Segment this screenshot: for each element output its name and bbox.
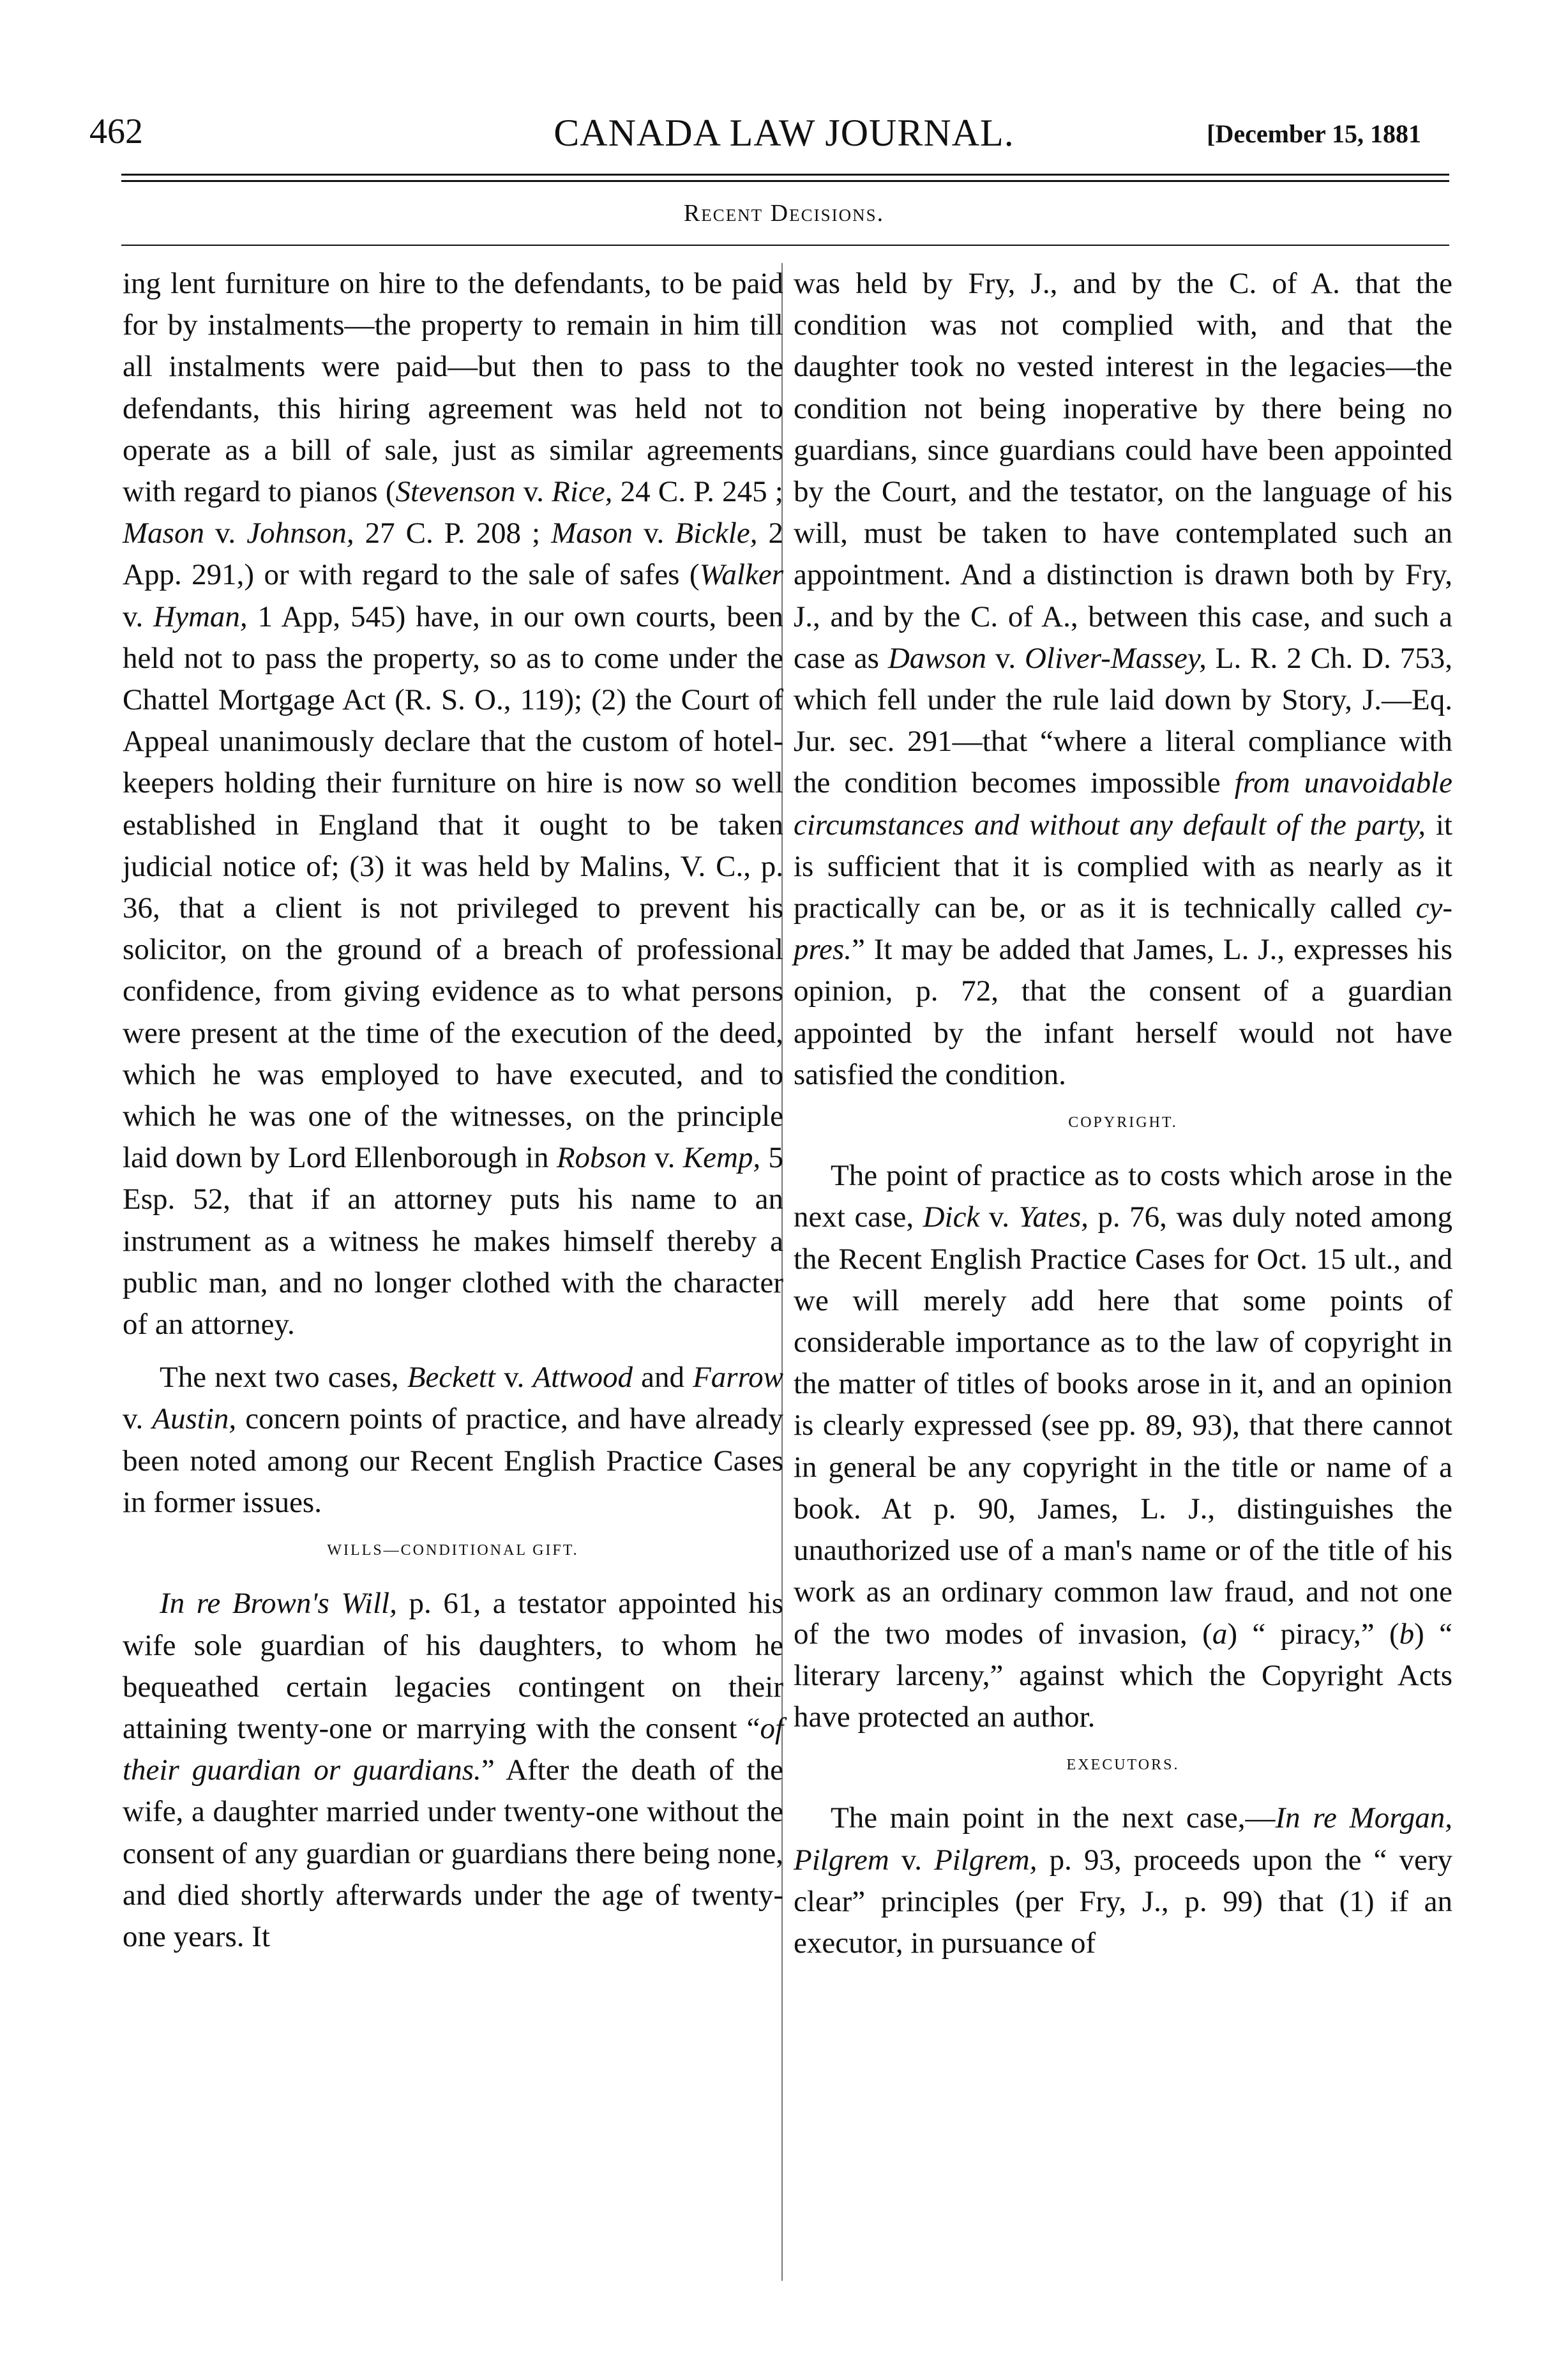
right-column [794, 263, 1452, 1964]
journal-title: CANADA LAW JOURNAL. [554, 112, 1014, 154]
left-column [123, 263, 783, 1958]
paragraph: ing lent furniture on hire to the defendants, to be paid for by instalments—the property to remain in him till all instalments were paid—but then to pass to the defendants, this hiring agreement was held not to operate as a bill of sale, just as similar agreements with regard to pianos (Stevenson v. Rice, 24 C. P. 245 ; Mason v. Johnson, 27 C. P. 208 ; Mason v. Bickle, 2 App. 291,) or with regard to the sale of safes (Walker v. Hyman, 1 App, 545) have, in our own courts, been held not to pass the property, so as to come under the Chattel Mortgage Act (R. S. O., 119); (2) the Court of Appeal unanimously declare that the custom of hotel-keepers holding their furniture on hire is now so well established in England that it ought to be taken judicial notice of; (3) it was held by Malins, V. C., p. 36, that a client is not privileged to prevent his solicitor, on the ground of a breach of professional confidence, from giving evidence as to what persons were present at the time of the execution of the deed, which he was employed to have executed, and to which he was one of the witnesses, on the principle laid down by Lord Ellenborough in Robson v. Kemp, 5 Esp. 52, that if an attorney puts his name to an instrument as a witness he makes himself thereby a public man, and no longer clothed with the character of an attorney. [123, 267, 783, 1342]
section-title: Recent Decisions. [683, 200, 885, 227]
section-rule [121, 245, 1449, 246]
paragraph: was held by Fry, J., and by the C. of A. that the condition was not complied with, and that the daughter took no vested interest in the legacies—the condition not being inoperative by there being no guardians, since guardians could have been appointed by the Court, and the testator, on the language of his will, must be taken to have contemplated such an appointment. And a distinction is drawn both by Fry, J., and by the C. of A., between this case, and such a case as Dawson v. Oliver-Massey, L. R. 2 Ch. D. 753, which fell under the rule laid down by Story, J.—Eq. Jur. sec. 291—that “where a literal compliance with the condition becomes impossible from unavoidable circumstances and without any default of the party, it is sufficient that it is complied with as nearly as it practically can be, or as it is technically called cy-pres.” It may be added that James, L. J., expresses his opinion, p. 72, that the consent of a guardian appointed by the infant herself would not have satisfied the condition. [794, 267, 1452, 1091]
subheading-executors: EXECUTORS. [1066, 1757, 1180, 1774]
paragraph: The next two cases, Beckett v. Attwood and Farrow v. Austin, concern points of practice, and have already been noted among our Recent English Practice Cases in former issues. [123, 1361, 783, 1519]
page-number: 462 [89, 112, 143, 151]
subheading-copyright: COPYRIGHT. [1068, 1114, 1178, 1131]
paragraph: The point of practice as to costs which arose in the next case, Dick v. Yates, p. 76, was duly noted among the Recent English Practice Cases for Oct. 15 ult., and we will merely add here that some points of considerable importance as to the law of copyright in the matter of titles of books arose in it, and an opinion is clearly expressed (see pp. 89, 93), that there cannot in general be any copyright in the title or name of a book. At p. 90, James, L. J., distinguishes the unauthorized use of a man's name or of the title of his work as an ordinary common law fraud, and not one of the two modes of invasion, (a) “ piracy,” (b) “ literary larceny,” against which the Copyright Acts have protected an author. [794, 1159, 1453, 1734]
header-rule-top [121, 174, 1449, 176]
header-rule-bottom [121, 180, 1449, 182]
issue-date: [December 15, 1881 [1207, 119, 1421, 148]
subheading-wills: WILLS—CONDITIONAL GIFT. [327, 1542, 579, 1559]
paragraph: In re Brown's Will, p. 61, a testator appointed his wife sole guardian of his daughters, to whom he bequeathed certain legacies contingent on their attaining twenty-one or marrying with the consent “of their guardian or guardians.” After the death of the wife, a daughter married under twenty-one without the consent of any guardian or guardians there being none, and died shortly afterwards under the age of twenty-one years. It [123, 1587, 784, 1953]
paragraph: The main point in the next case,—In re Morgan, Pilgrem v. Pilgrem, p. 93, proceeds upon the “ very clear” principles (per Fry, J., p. 99) that (1) if an executor, in pursuance of [794, 1801, 1452, 1960]
